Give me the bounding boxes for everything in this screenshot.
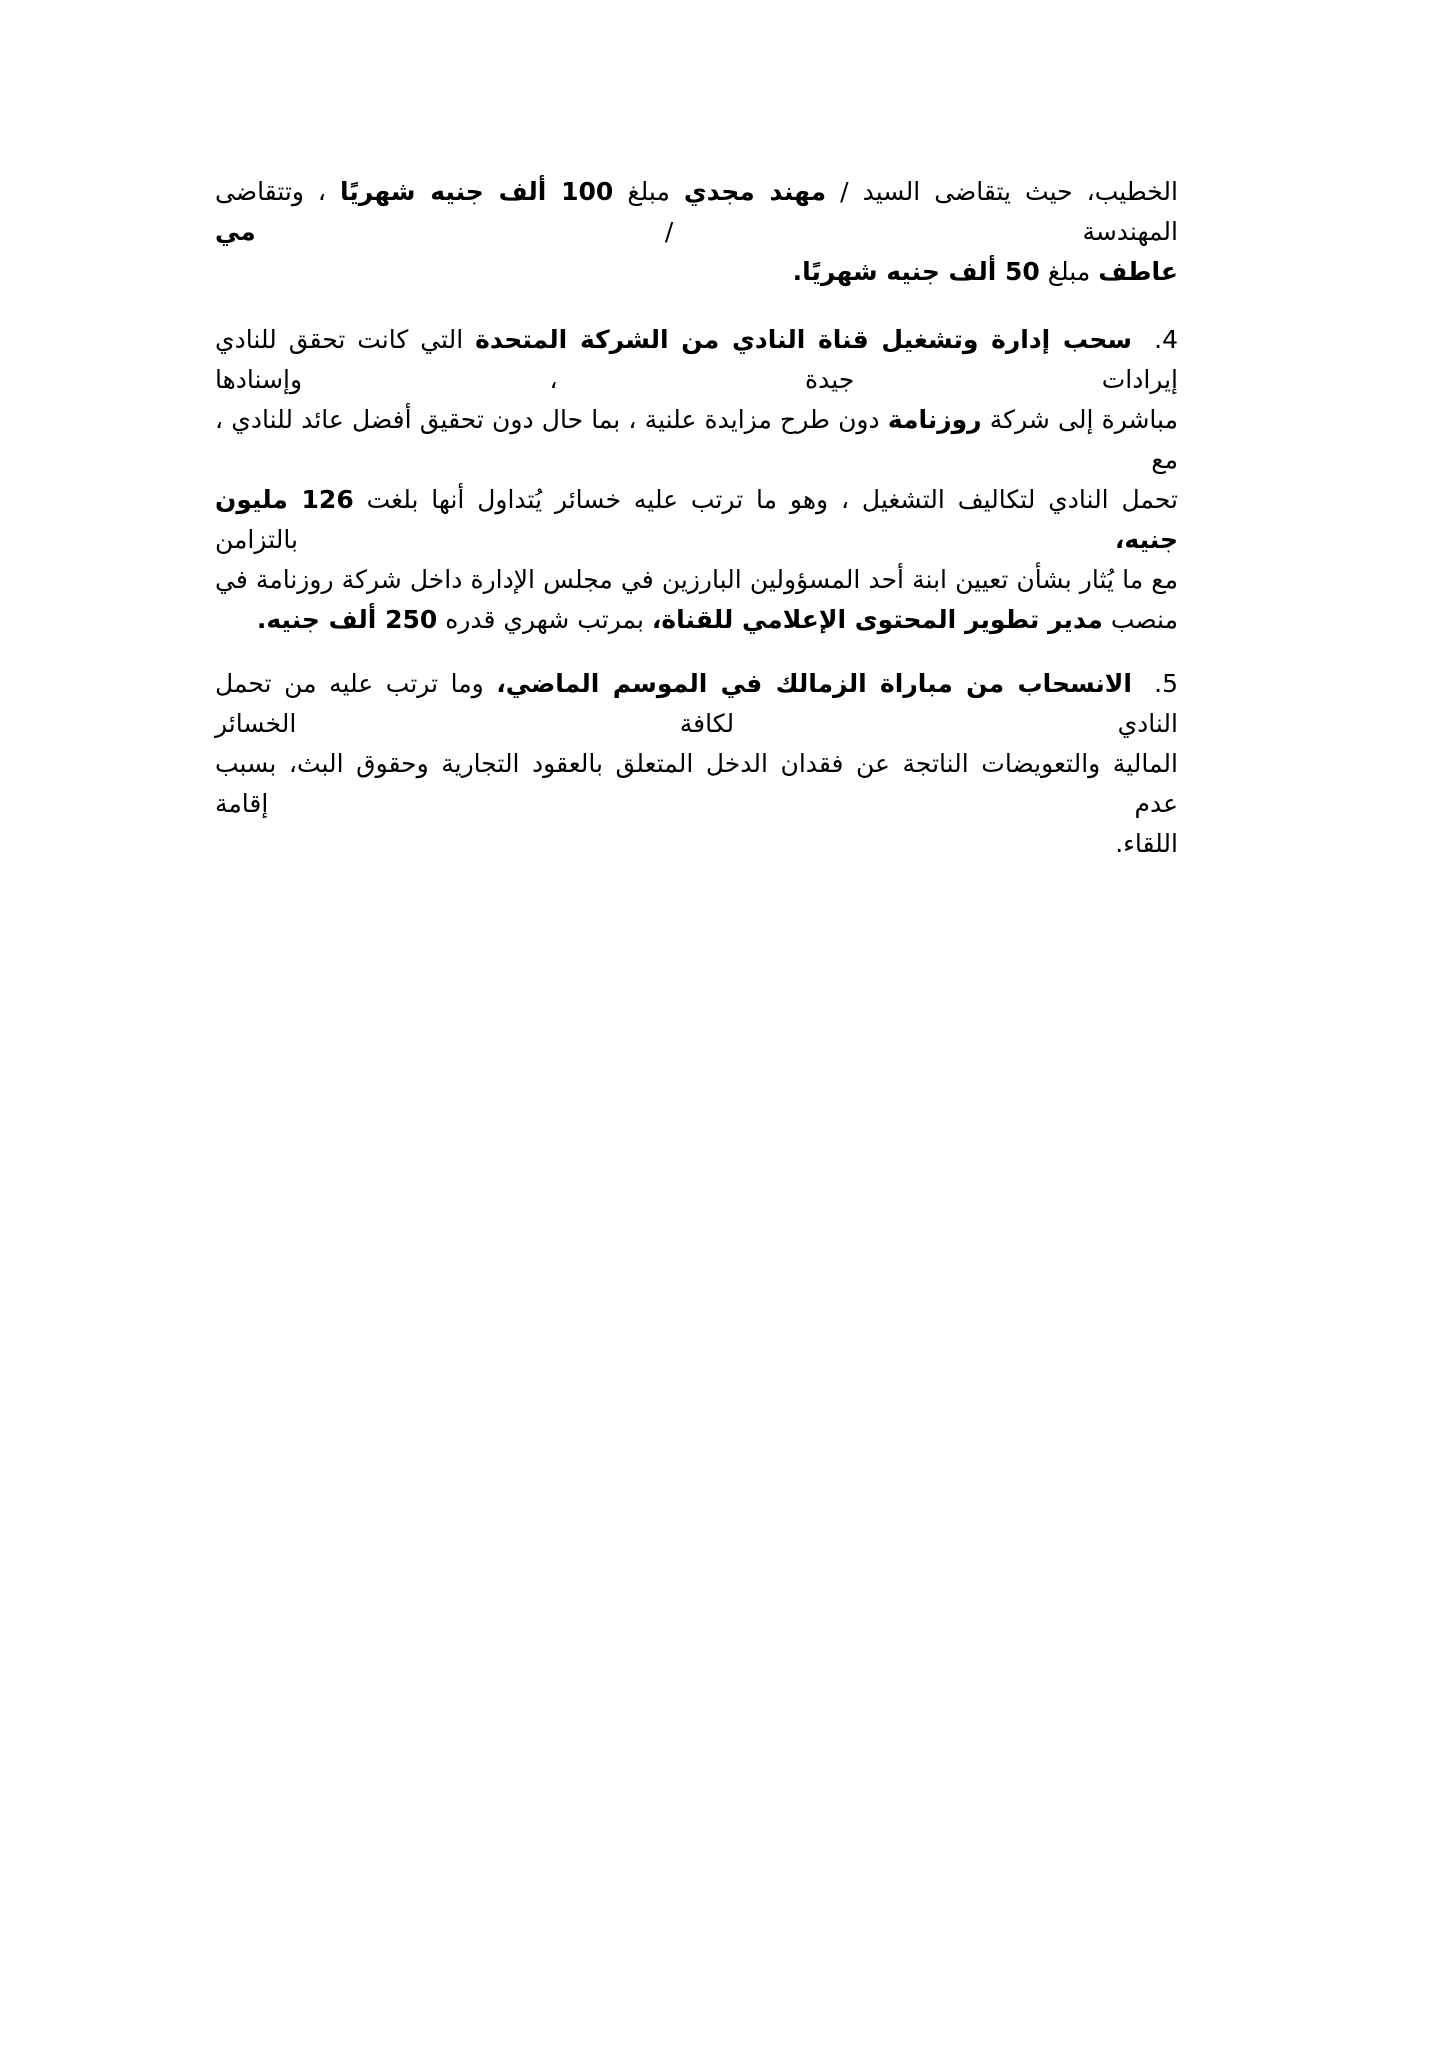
item5-line-1 <box>215 664 1178 744</box>
text-run-bold-title: مدير تطوير المحتوى الإعلامي للقناة، <box>651 605 1103 634</box>
list-number-4: 4. <box>1154 325 1178 354</box>
text-run-bold-title: الانسحاب من مباراة الزمالك في الموسم الماضي، <box>496 669 1132 698</box>
text-run-bold-amount: 250 ألف جنيه. <box>256 605 438 634</box>
item4-line-5 <box>215 600 1178 640</box>
list-number-5: 5. <box>1154 669 1178 698</box>
item4-line-3 <box>215 480 1178 560</box>
text-run-bold-amount: 126 مليون جنيه، <box>215 485 1178 554</box>
text-run-bold-name: روزنامة <box>887 405 982 434</box>
text-run: اللقاء. <box>1115 829 1178 858</box>
text-run: ، وتتقاضى المهندسة / <box>215 177 1178 246</box>
text-run: تحمل النادي لتكاليف التشغيل ، وهو ما ترتب عليه خسائر يُتداول أنها بلغت <box>353 485 1178 514</box>
text-run-bold-title: سحب إدارة وتشغيل قناة النادي من الشركة المتحدة <box>475 325 1132 354</box>
item4-line-4 <box>215 560 1178 600</box>
intro-line-2 <box>215 252 1178 292</box>
text-run: التي كانت تحقق للنادي إيرادات جيدة ، وإسنادها <box>215 325 1178 394</box>
text-run: بالتزامن <box>215 525 1115 554</box>
text-run: الخطيب، حيث يتقاضى السيد / <box>826 177 1178 206</box>
text-run-bold-amount: 50 <box>1004 257 1040 286</box>
text-run: منصب <box>1102 605 1178 634</box>
document-body <box>215 172 1178 888</box>
text-run: مبلغ <box>613 177 684 206</box>
intro-paragraph <box>215 172 1178 292</box>
text-run: دون طرح مزايدة علنية ، بما حال دون تحقيق أفضل عائد للنادي ، مع <box>215 405 1178 474</box>
text-run: مبلغ <box>1039 257 1099 286</box>
item4-line-1 <box>215 320 1178 400</box>
list-item-5 <box>215 664 1178 864</box>
text-run: بمرتب شهري قدره <box>437 605 652 634</box>
text-run: المالية والتعويضات الناتجة عن فقدان الدخل المتعلق بالعقود التجارية وحقوق البث، بسبب عدم إقامة <box>215 749 1178 818</box>
item5-line-2 <box>215 744 1178 824</box>
text-run: مع ما يُثار بشأن تعيين ابنة أحد المسؤولين البارزين في مجلس الإدارة داخل شركة روزنامة في <box>215 565 1178 594</box>
item5-line-3 <box>215 824 1178 864</box>
text-run-bold-amount: ألف جنيه شهريًا. <box>792 257 1005 286</box>
text-run: مباشرة إلى شركة <box>981 405 1178 434</box>
text-run-bold-name: عاطف <box>1098 257 1178 286</box>
text-run-bold-amount: 100 ألف جنيه شهريًا <box>340 177 614 206</box>
text-run: وما ترتب عليه من تحمل النادي لكافة الخسائر <box>215 669 1178 738</box>
list-item-4 <box>215 320 1178 640</box>
item4-line-2 <box>215 400 1178 480</box>
text-run-bold-name: مهند مجدي <box>683 177 827 206</box>
intro-line-1 <box>215 172 1178 252</box>
text-run-bold-name: مي <box>215 217 256 246</box>
